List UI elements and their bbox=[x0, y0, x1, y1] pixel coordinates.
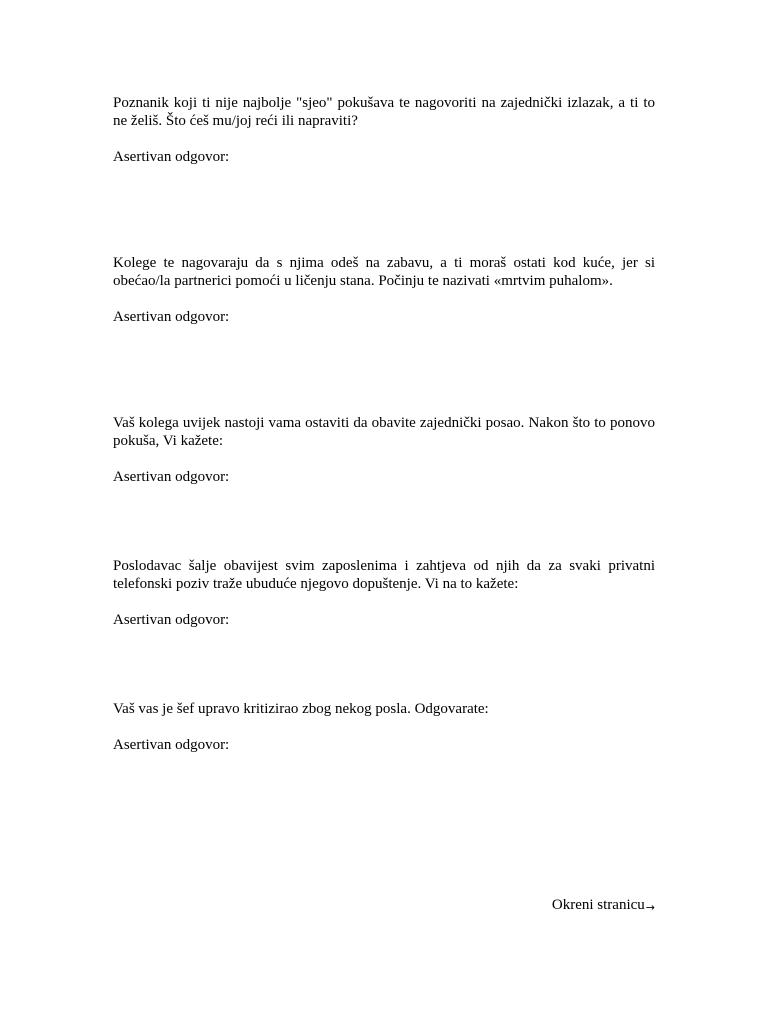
turn-page-text: Okreni stranicu bbox=[551, 897, 645, 913]
question-block-1 bbox=[113, 94, 655, 165]
arrow-right-icon: → bbox=[645, 901, 655, 914]
answer-label: Asertivan odgovor: bbox=[113, 469, 230, 485]
question-text: Vaš vas je šef upravo kritizirao zbog nekog posla. Odgovarate: bbox=[113, 701, 489, 717]
turn-page-note bbox=[552, 896, 655, 915]
answer-label: Asertivan odgovor: bbox=[113, 149, 230, 165]
question-text: Vaš kolega uvijek nastoji vama ostaviti da obavite zajednički posao. Nakon što to ponovo pokuša, Vi kažete: bbox=[113, 415, 655, 449]
question-block-3 bbox=[113, 414, 655, 485]
question-text: Poslodavac šalje obavijest svim zaposlenima i zahtjeva od njih da za svaki privatni telefonski poziv traže ubuduće njegovo dopuštenje. Vi na to kažete: bbox=[113, 558, 655, 592]
answer-label: Asertivan odgovor: bbox=[113, 612, 230, 628]
question-block-5 bbox=[113, 700, 655, 753]
question-block-4 bbox=[113, 557, 655, 628]
question-text: Poznanik koji ti nije najbolje "sjeo" pokušava te nagovoriti na zajednički izlazak, a ti to ne želiš. Što ćeš mu/joj reći ili napraviti? bbox=[113, 95, 655, 129]
answer-label: Asertivan odgovor: bbox=[113, 737, 230, 753]
question-text: Kolege te nagovaraju da s njima odeš na zabavu, a ti moraš ostati kod kuće, jer si obećao/la partnerici pomoći u ličenju stana. Počinju te nazivati «mrtvim puhalom». bbox=[113, 255, 655, 289]
question-block-2 bbox=[113, 254, 655, 325]
answer-label: Asertivan odgovor: bbox=[113, 309, 230, 325]
